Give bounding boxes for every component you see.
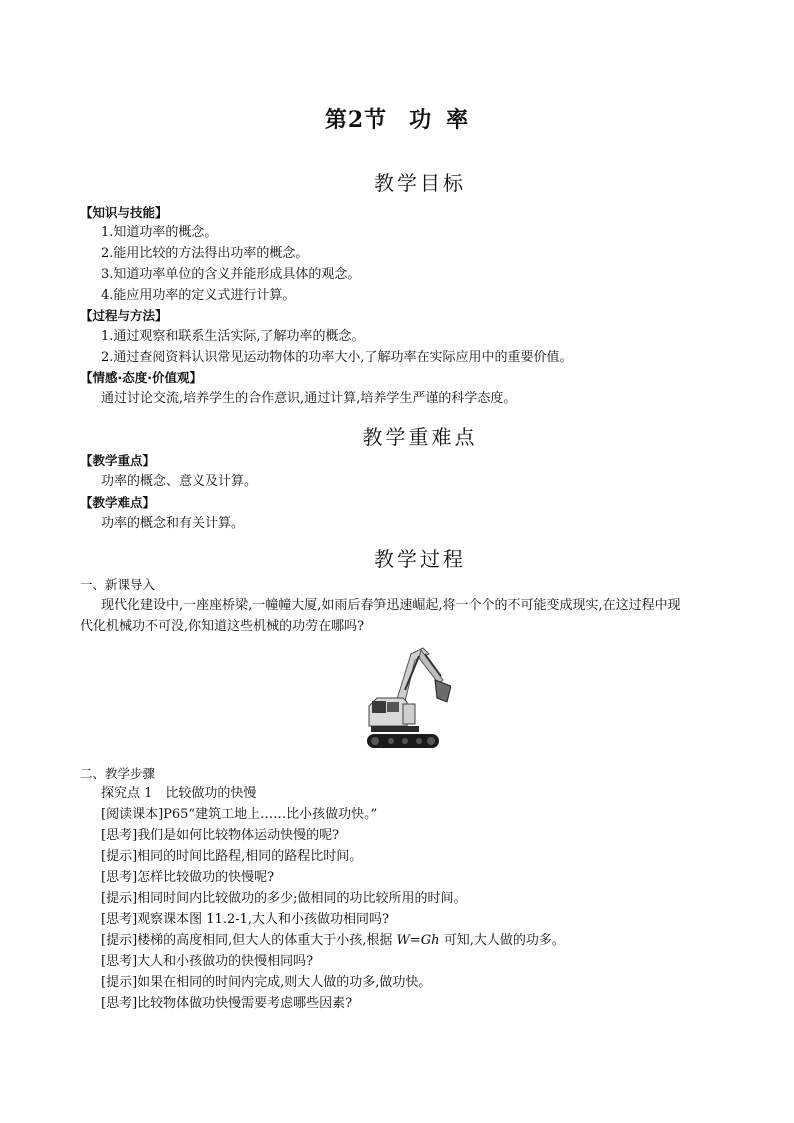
emotion-text: 通过讨论交流,培养学生的合作意识,通过计算,培养学生严谨的科学态度。 bbox=[101, 391, 517, 406]
title-part: 第 bbox=[324, 107, 348, 133]
key-tag: 【教学重点】 bbox=[80, 453, 156, 468]
method-tag: 【过程与方法】 bbox=[80, 308, 168, 323]
intro-heading: 一、新课导入 bbox=[80, 577, 156, 592]
explore-point: 探究点 1 比较做功的快慢 bbox=[101, 786, 257, 801]
step-line: [思考]比较物体做功快慢需要考虑哪些因素? bbox=[101, 996, 353, 1011]
intro-line: 代化机械功不可没,你知道这些机械的功劳在哪吗? bbox=[80, 619, 365, 634]
step-line: [阅读课本]P65“建筑工地上……比小孩做功快。” bbox=[101, 807, 378, 822]
formula-suffix: 可知,大人做的功多。 bbox=[439, 933, 565, 948]
emotion-tag: 【情感·态度·价值观】 bbox=[80, 370, 202, 385]
title-part: 节 bbox=[364, 107, 388, 133]
step-line: [思考]怎样比较做功的快慢呢? bbox=[101, 870, 275, 885]
excavator-image bbox=[363, 640, 451, 756]
section-heading-process: 教学过程 bbox=[374, 547, 466, 571]
step-line: [思考]观察课本图 11.2-1,大人和小孩做功相同吗? bbox=[101, 912, 389, 927]
intro-line: 现代化建设中,一座座桥梁,一幢幢大厦,如雨后春笋迅速崛起,将一个个的不可能变成现实,在这过程中现 bbox=[101, 598, 681, 613]
knowledge-item: 2.能用比较的方法得出功率的概念。 bbox=[101, 246, 309, 261]
step-line: [思考]我们是如何比较物体运动快慢的呢? bbox=[101, 828, 340, 843]
knowledge-item: 1.知道功率的概念。 bbox=[101, 225, 218, 240]
step-line-formula bbox=[101, 933, 565, 949]
step-line: [提示]相同的时间比路程,相同的路程比时间。 bbox=[101, 849, 363, 864]
formula: W=Gh bbox=[396, 933, 440, 948]
knowledge-tag: 【知识与技能】 bbox=[80, 205, 168, 220]
page-title bbox=[0, 103, 794, 134]
step-line: [思考]大人和小孩做功的快慢相同吗? bbox=[101, 954, 314, 969]
method-item: 1.通过观察和联系生活实际,了解功率的概念。 bbox=[101, 329, 365, 344]
section-heading-objectives: 教学目标 bbox=[374, 171, 466, 195]
difficult-tag: 【教学难点】 bbox=[80, 495, 156, 510]
title-part: 率 bbox=[446, 107, 470, 133]
formula-prefix: [提示]楼梯的高度相同,但大人的体重大于小孩,根据 bbox=[101, 933, 397, 948]
step-line: [提示]如果在相同的时间内完成,则大人做的功多,做功快。 bbox=[101, 975, 432, 990]
difficult-text: 功率的概念和有关计算。 bbox=[101, 516, 245, 531]
knowledge-item: 4.能应用功率的定义式进行计算。 bbox=[101, 288, 296, 303]
title-part: 功 bbox=[409, 107, 433, 133]
step-line: [提示]相同时间内比较做功的多少;做相同的功比较所用的时间。 bbox=[101, 891, 467, 906]
knowledge-item: 3.知道功率单位的含义并能形成具体的观念。 bbox=[101, 267, 361, 282]
section-heading-keypoints: 教学重难点 bbox=[362, 425, 478, 449]
steps-heading: 二、教学步骤 bbox=[80, 766, 156, 781]
title-number: 2 bbox=[347, 107, 365, 133]
method-item: 2.通过查阅资料认识常见运动物体的功率大小,了解功率在实际应用中的重要价值。 bbox=[101, 350, 573, 365]
key-text: 功率的概念、意义及计算。 bbox=[101, 474, 258, 489]
